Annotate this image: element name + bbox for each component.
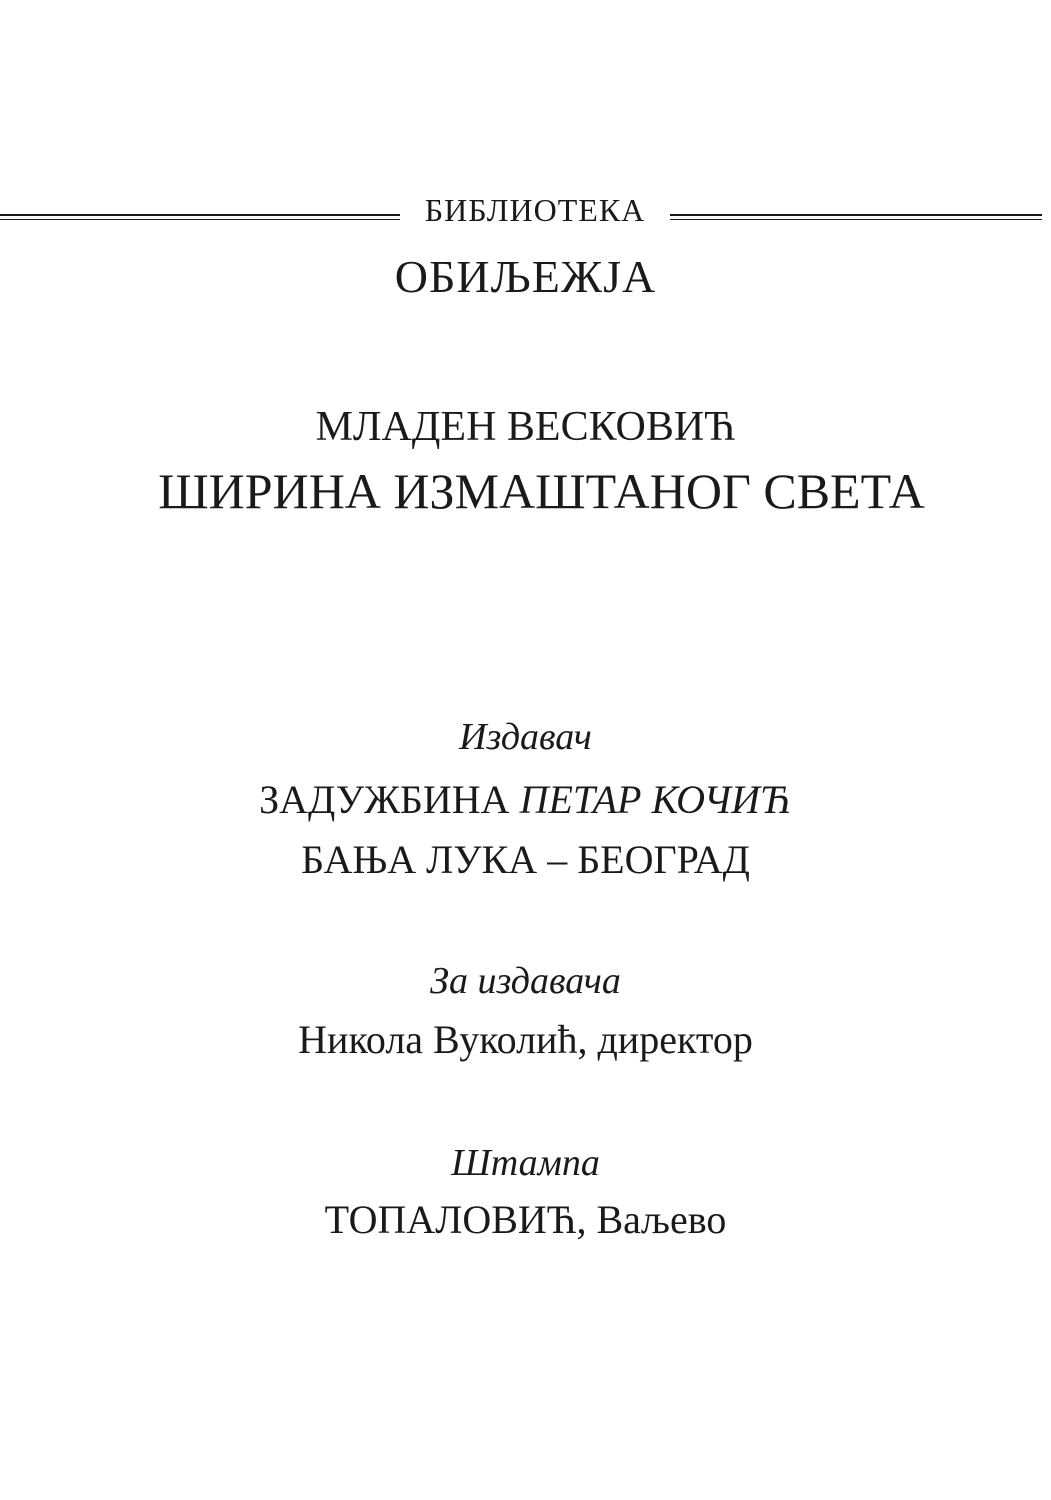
print-label: Штампа	[451, 1142, 600, 1184]
series-label: БИБЛИОТЕКА	[424, 192, 646, 228]
book-author: МЛАДЕН ВЕСКОВИЋ	[315, 404, 736, 450]
book-title: ШИРИНА ИЗМАШТАНОГ СВЕТА	[158, 463, 925, 519]
publisher-place: БАЊА ЛУКА – БЕОГРАД	[301, 837, 750, 882]
publisher-name-part2: ПЕТАР КОЧИЋ	[519, 777, 792, 822]
series-name: ОБИЉЕЖЈА	[394, 251, 657, 302]
publisher-label: Издавач	[459, 716, 592, 758]
for-publisher-label: За издавача	[430, 960, 621, 1002]
series-header	[0, 190, 1051, 230]
left-double-rule	[0, 214, 400, 216]
printer-name: ТОПАЛОВИЋ, Ваљево	[324, 1197, 727, 1242]
for-publisher-name: Никола Вуколић, директор	[298, 1017, 753, 1062]
right-double-rule	[670, 214, 1042, 216]
publisher-name-part1: ЗАДУЖБИНА	[259, 777, 520, 822]
publisher-name	[0, 777, 1051, 822]
